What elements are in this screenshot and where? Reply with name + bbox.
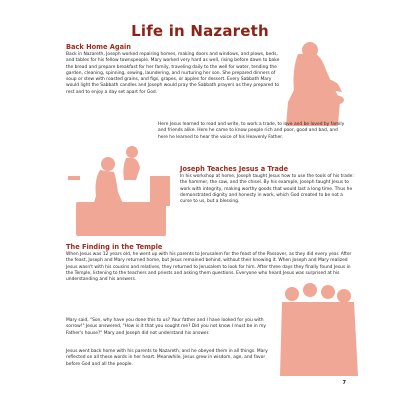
heading-joseph-teaches-jesus: Joseph Teaches Jesus a Trade xyxy=(180,165,289,173)
paragraph-finding-in-temple-3: Jesus went back home with his parents to Nazareth, and he obeyed them in all things. Mary reflected on all these words in her heart. Meanwhile, Jesus grew in wisdom, age, and favor before God and all the people. xyxy=(66,349,268,367)
heading-finding-in-temple: The Finding in the Temple xyxy=(66,243,163,251)
paragraph-finding-in-temple-2: Mary said, "Son, why have you done this to us? Your father and I have looked for you with sorrow!" Jesus answered, "How is it that you sought me? Did you not know I must be in my Father's house?" Mary and Joseph did not understand his answer. xyxy=(66,318,266,336)
paragraph-finding-in-temple-1: When Jesus was 12 years old, he went up with his parents to Jerusalem for the feast of the Passover, as they did every year. After the feast, Joseph and Mary returned home, but Jesus remained behind, without their knowing it. When Joseph and Mary realized Jesus wasn't with his cousins and relatives, they returned to Jerusalem to look for him. After three days they finally found Jesus in the Temple, listening to the teachers and priests and asking them questions. Everyone who heard Jesus was surprised at his understanding and his answers. xyxy=(66,252,352,283)
page-title: Life in Nazareth xyxy=(131,22,269,40)
temple-crowd-silhouette xyxy=(280,282,358,376)
workshop-silhouette xyxy=(66,146,174,238)
mary-at-hearth-silhouette xyxy=(282,40,348,126)
page-number: 7 xyxy=(342,380,346,386)
paragraph-joseph-teaches-jesus: In his workshop at home, Joseph taught Jesus how to use the tools of his trade: the hammer, the saw, and the chisel. By his example, Joseph taught Jesus to work with integrity, making worthy goods that would last a long time. Thus he demonstrated dignity and honesty in work, which God created to be not a curse to us, but a blessing. xyxy=(180,174,354,205)
heading-back-home-again: Back Home Again xyxy=(66,43,131,51)
paragraph-back-home-again: Back in Nazareth, Joseph worked repairing homes, making doors and windows, and plows, beds, and tables for his fellow townspeople. Mary worked very hard as well, rising before dawn to bake the bread and prepare breakfast for her family, traveling daily to the well for water, tending the garden, cleaning, spinning, sewing, laundering, and nurturing her son. She prepared dinners of soup or stew with roasted grains, and figs, grapes, or apples for dessert. Every Sabbath Mary would light the Sabbath candles and Joseph would pray the Sabbath prayers as they prepared to rest and to enjoy a day set apart for God. xyxy=(66,52,280,95)
paragraph-jesus-learned: Here Jesus learned to read and write, to work a trade, to love and be loved by family and friends alike. Here he came to know people rich and poor, good and bad, and here he learned to hear the voice of his Heavenly Father. xyxy=(158,122,345,140)
